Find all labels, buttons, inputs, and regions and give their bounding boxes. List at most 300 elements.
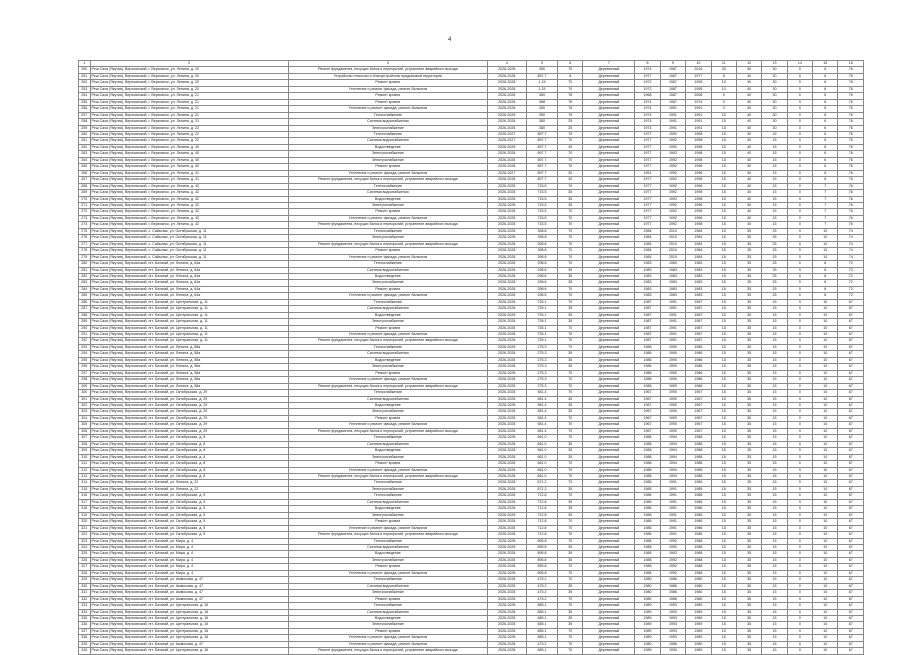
row-number: 281 [79,267,91,273]
value-cell: 40 [736,170,761,176]
year-repair-cell: 1991 [660,493,685,499]
row-number: 296 [79,364,91,370]
year-built-cell: 1984 [635,241,660,247]
year-overhaul-cell: 1980 [686,641,711,647]
value-cell: 6 [813,170,838,176]
value-cell: 0 [787,628,812,634]
work-type-cell: Ремонт кровли [289,286,488,292]
value-cell: 0 [787,138,812,144]
value-cell: 0 [787,254,812,260]
material-cell: Деревянный [583,131,635,137]
address-cell: Реш Саха (Якутия), Верхоянский, г. Верхоянск, ул. Ленина, д. 22 [90,131,289,137]
row-number: 291 [79,332,91,338]
year-overhaul-cell: 1986 [686,351,711,357]
work-type-cell: Электроснабжение [289,319,488,325]
work-type-cell: Система водоснабжения [289,441,488,447]
value-cell: 0 [787,235,812,241]
wear-cell: 35 [558,396,583,402]
value-cell: 35 [736,480,761,486]
value-cell: 8 [813,293,838,299]
address-cell: Реш Саха (Якутия), Верхоянский, пгт. Батагай, ул. Октябрьская, д. 29 [90,396,289,402]
row-number: 334 [79,609,91,615]
year-repair-cell: 1990 [660,422,685,428]
year-overhaul-cell: 1986 [686,344,711,350]
row-number: 261 [79,138,91,144]
value-cell: 76 [838,119,864,125]
wear-cell: 35 [558,622,583,628]
address-cell: Реш Саха (Якутия), Верхоянский, пгт. Батагай, ул. Октябрьская, д. 5 [90,506,289,512]
period-cell: 2026-2028 [487,532,526,538]
row-number: 306 [79,428,91,434]
area-cell: 715.5 [526,183,557,189]
value-cell: 76 [838,125,864,131]
year-repair-cell: 1992 [660,196,685,202]
address-cell: Реш Саха (Якутия), Верхоянский, г. Верхоянск, ул. Ленина, д. 41 [90,177,289,183]
value-cell: 15 [762,403,787,409]
value-cell: 15 [711,622,736,628]
area-cell: 398.8 [526,254,557,260]
address-cell: Реш Саха (Якутия), Верхоянский, пгт. Батагай, ул. Центральная, д. 11 [90,299,289,305]
value-cell: 7 [813,196,838,202]
year-repair-cell: 2010 [660,235,685,241]
year-overhaul-cell: 1998 [686,170,711,176]
row-number: 337 [79,628,91,634]
value-cell: 15 [711,370,736,376]
value-cell: 15 [711,293,736,299]
table-row [79,648,864,654]
wear-cell: 70 [558,344,583,350]
value-cell: 35 [736,441,761,447]
row-number: 321 [79,525,91,531]
wear-cell: 70 [558,570,583,576]
value-cell: 67 [838,519,864,525]
period-cell: 2026-2028 [487,519,526,525]
address-cell: Реш Саха (Якутия), Верхоянский, пгт. Батагай, ул. Октябрьская, д. 29 [90,415,289,421]
value-cell: 67 [838,364,864,370]
work-type-cell: Водоотведение [289,196,488,202]
year-repair-cell: 1992 [660,564,685,570]
value-cell: 10 [813,390,838,396]
work-type-cell: Водоотведение [289,615,488,621]
wear-cell: 35 [558,403,583,409]
value-cell: 15 [762,422,787,428]
year-built-cell: 1974 [635,112,660,118]
value-cell: 10 [813,377,838,383]
material-cell: Деревянный [583,648,635,654]
wear-cell: 25 [558,125,583,131]
value-cell: 35 [736,248,761,254]
value-cell: 10 [813,499,838,505]
value-cell: 10 [813,474,838,480]
wear-cell: 70 [558,299,583,305]
row-number: 257 [79,112,91,118]
area-cell: 726.1 [526,319,557,325]
value-cell: 35 [736,512,761,518]
value-cell: 25 [762,241,787,247]
address-cell: Реш Саха (Якутия), Верхоянский, пгт. Батагай, ул. Ленина, д. 58а [90,351,289,357]
year-built-cell: 1985 [635,480,660,486]
work-type-cell: Ремонт кровли [289,209,488,215]
value-cell: 30 [762,80,787,86]
address-cell: Реш Саха (Якутия), Верхоянский, с. Сайылык, ул. Октябрьская, д. 11 [90,228,289,234]
address-cell: Реш Саха (Якутия), Верхоянский, пгт. Батагай, ул. Центральная, д. 11 [90,312,289,318]
year-repair-cell: 1987 [660,99,685,105]
material-cell: Деревянный [583,596,635,602]
value-cell: 15 [711,332,736,338]
value-cell: 15 [711,525,736,531]
wear-cell: 8 [558,73,583,79]
value-cell: 15 [711,202,736,208]
value-cell: 67 [838,532,864,538]
year-overhaul-cell: 1988 [686,557,711,563]
value-cell: 15 [762,557,787,563]
material-cell: Деревянный [583,635,635,641]
value-cell: 15 [762,357,787,363]
year-built-cell: 1984 [635,228,660,234]
year-repair-cell: 1986 [660,577,685,583]
value-cell: 10 [813,544,838,550]
area-cell: 398.8 [526,228,557,234]
material-cell: Деревянный [583,577,635,583]
value-cell: 35 [736,538,761,544]
value-cell: 40 [736,202,761,208]
value-cell: 40 [736,80,761,86]
value-cell: 15 [762,441,787,447]
address-cell: Реш Саха (Якутия), Верхоянский, пгт. Батагай, ул. Мира, д. 4 [90,538,289,544]
row-number: 292 [79,338,91,344]
address-cell: Реш Саха (Якутия), Верхоянский, пгт. Батагай, ул. Октябрьская, д. 5 [90,512,289,518]
value-cell: 30 [762,86,787,92]
period-cell: 2026-2028 [487,293,526,299]
row-number: 295 [79,357,91,363]
value-cell: 67 [838,299,864,305]
area-cell: 895.8 [526,557,557,563]
year-repair-cell: 1992 [660,222,685,228]
year-repair-cell: 1994 [660,454,685,460]
year-repair-cell: 1992 [660,144,685,150]
row-number: 302 [79,403,91,409]
value-cell: 15 [762,512,787,518]
value-cell: 15 [762,409,787,415]
value-cell: 15 [762,648,787,654]
work-type-cell: Ремонт фундамента, несущих балок и перекрытий, устранение аварийного выхода [289,67,488,73]
value-cell: 15 [762,325,787,331]
area-cell: 475.2 [526,577,557,583]
row-number: 252 [79,80,91,86]
column-number: 12 [736,61,761,67]
period-cell: 2026-2028 [487,415,526,421]
value-cell: 76 [838,157,864,163]
value-cell: 67 [838,312,864,318]
year-built-cell: 1977 [635,151,660,157]
year-built-cell: 1987 [635,299,660,305]
value-cell: 35 [736,519,761,525]
year-repair-cell: 1994 [660,441,685,447]
value-cell: 0 [787,448,812,454]
value-cell: 35 [736,319,761,325]
value-cell: 35 [736,628,761,634]
year-repair-cell: 1983 [660,293,685,299]
value-cell: 0 [787,261,812,267]
address-cell: Реш Саха (Якутия), Верхоянский, пгт. Батагай, ул. Центральная, д. 11 [90,332,289,338]
value-cell: 10 [813,312,838,318]
year-repair-cell: 1993 [660,648,685,654]
wear-cell: 76 [558,93,583,99]
material-cell: Деревянный [583,383,635,389]
address-cell: Реш Саха (Якутия), Верхоянский, пгт. Батагай, ул. Октябрьская, д. 8 [90,461,289,467]
year-built-cell: 1983 [635,267,660,273]
value-cell: 67 [838,570,864,576]
value-cell: 25 [762,286,787,292]
value-cell: 15 [762,499,787,505]
year-repair-cell: 1991 [660,499,685,505]
address-cell: Реш Саха (Якутия), Верхоянский, г. Верхоянск, ул. Ленина, д. 21 [90,112,289,118]
period-cell: 2026-2028 [487,286,526,292]
year-built-cell: 1980 [635,590,660,596]
material-cell: Деревянный [583,144,635,150]
year-built-cell: 1977 [635,196,660,202]
address-cell: Реш Саха (Якутия), Верхоянский, пгт. Батагай, ул. Октябрьская, д. 5 [90,493,289,499]
value-cell: 0 [787,486,812,492]
year-repair-cell: 1990 [660,357,685,363]
value-cell: 76 [838,177,864,183]
work-type-cell: Утепление и ремонт фасада, ремонт балконов [289,525,488,531]
work-type-cell: Электроснабжение [289,125,488,131]
year-repair-cell: 1991 [660,106,685,112]
value-cell: 15 [762,603,787,609]
year-repair-cell: 1987 [660,67,685,73]
work-type-cell: Ремонт фундамента, несущих балок и перекрытий, устранение аварийного выхода [289,222,488,228]
value-cell: 72 [838,293,864,299]
period-cell: 2026-2028 [487,383,526,389]
row-number: 266 [79,170,91,176]
value-cell: 15 [711,383,736,389]
value-cell: 35 [736,396,761,402]
material-cell: Деревянный [583,415,635,421]
year-built-cell: 1977 [635,144,660,150]
row-number: 316 [79,493,91,499]
value-cell: 35 [736,486,761,492]
value-cell: 10 [813,570,838,576]
year-overhaul-cell: 1987 [686,312,711,318]
wear-cell: 70 [558,577,583,583]
year-repair-cell: 1992 [660,570,685,576]
value-cell: 6 [813,67,838,73]
area-cell: 726.1 [526,299,557,305]
value-cell: 15 [711,351,736,357]
year-built-cell: 1977 [635,177,660,183]
value-cell: 40 [736,183,761,189]
year-repair-cell: 1983 [660,273,685,279]
value-cell: 15 [711,428,736,434]
wear-cell: 35 [558,454,583,460]
work-type-cell: Ремонт фундамента, несущих балок и перекрытий, устранение аварийного выхода [289,474,488,480]
material-cell: Деревянный [583,312,635,318]
work-type-cell: Электроснабжение [289,512,488,518]
value-cell: 10 [813,228,838,234]
area-cell: 712.8 [526,519,557,525]
value-cell: 0 [787,474,812,480]
value-cell: 15 [762,351,787,357]
period-cell: 2026-2028 [487,325,526,331]
year-overhaul-cell: 2008 [686,93,711,99]
value-cell: 0 [787,441,812,447]
value-cell: 10 [813,306,838,312]
area-cell: 897.7 [526,164,557,170]
work-type-cell: Ремонт кровли [289,325,488,331]
year-built-cell: 1989 [635,615,660,621]
material-cell: Деревянный [583,551,635,557]
work-type-cell: Водоотведение [289,403,488,409]
address-cell: Реш Саха (Якутия), Верхоянский, пгт. Батагай, ул. Ленина, д. 58а [90,357,289,363]
address-cell: Реш Саха (Якутия), Верхоянский, г. Верхоянск, ул. Ленина, д. 20 [90,67,289,73]
area-cell: 895.8 [526,570,557,576]
year-overhaul-cell: 1998 [686,138,711,144]
period-cell: 2026-2028 [487,190,526,196]
value-cell: 15 [762,222,787,228]
wear-cell: 70 [558,603,583,609]
value-cell: 67 [838,506,864,512]
value-cell: 0 [787,93,812,99]
value-cell: 40 [736,131,761,137]
value-cell: 10 [813,448,838,454]
year-overhaul-cell: 1986 [686,357,711,363]
address-cell: Реш Саха (Якутия), Верхоянский, пгт. Батагай, ул. Октябрьская, д. 29 [90,390,289,396]
value-cell: 0 [787,461,812,467]
wear-cell: 70 [558,261,583,267]
row-number: 328 [79,570,91,576]
value-cell: 0 [787,641,812,647]
value-cell: 0 [787,615,812,621]
period-cell: 2026-2028 [487,267,526,273]
row-number: 317 [79,499,91,505]
value-cell: 30 [762,119,787,125]
value-cell: 67 [838,409,864,415]
value-cell: 15 [762,202,787,208]
year-built-cell: 1951 [635,170,660,176]
work-type-cell: Теплоснабжение [289,299,488,305]
year-repair-cell: 1986 [660,641,685,647]
value-cell: 15 [762,474,787,480]
value-cell: 40 [736,190,761,196]
material-cell: Деревянный [583,73,635,79]
address-cell: Реш Саха (Якутия), Верхоянский, г. Верхоянск, ул. Ленина, д. 40 [90,164,289,170]
area-cell: 897.7 [526,73,557,79]
value-cell: 10 [813,344,838,350]
address-cell: Реш Саха (Якутия), Верхоянский, г. Верхоянск, ул. Ленина, д. 41 [90,170,289,176]
value-cell: 76 [838,164,864,170]
value-cell: 15 [711,603,736,609]
value-cell: 6 [813,86,838,92]
value-cell: 15 [762,138,787,144]
year-built-cell: 1967 [635,428,660,434]
year-built-cell: 1988 [635,467,660,473]
year-built-cell: 1988 [635,551,660,557]
value-cell: 15 [762,454,787,460]
year-repair-cell: 1994 [660,435,685,441]
year-built-cell: 1987 [635,332,660,338]
value-cell: 10 [813,235,838,241]
area-cell: 712.8 [526,499,557,505]
value-cell: 67 [838,415,864,421]
value-cell: 35 [736,609,761,615]
value-cell: 7 [813,209,838,215]
value-cell: 15 [711,480,736,486]
material-cell: Деревянный [583,112,635,118]
value-cell: 30 [762,106,787,112]
area-cell: 581.4 [526,390,557,396]
value-cell: 67 [838,332,864,338]
year-overhaul-cell: 1995 [686,80,711,86]
value-cell: 8 [813,286,838,292]
value-cell: 0 [787,403,812,409]
year-overhaul-cell: 1988 [686,551,711,557]
column-number: 8 [635,61,660,67]
wear-cell: 70 [558,241,583,247]
period-cell: 2026-2028 [487,312,526,318]
year-overhaul-cell: 1986 [686,499,711,505]
work-type-cell: Водоотведение [289,273,488,279]
work-type-cell: Теплоснабжение [289,183,488,189]
value-cell: 67 [838,422,864,428]
year-overhaul-cell: 1998 [686,196,711,202]
wear-cell: 35 [558,409,583,415]
area-cell: 581.4 [526,422,557,428]
year-overhaul-cell: 1998 [686,222,711,228]
address-cell: Реш Саха (Якутия), Верхоянский, г. Верхоянск, ул. Ленина, д. 40 [90,151,289,157]
value-cell: 7 [813,215,838,221]
year-built-cell: 1988 [635,544,660,550]
wear-cell: 70 [558,209,583,215]
year-repair-cell: 1994 [660,461,685,467]
area-cell: 685.1 [526,628,557,634]
period-cell: 2026-2028 [487,222,526,228]
work-type-cell: Ремонт кровли [289,628,488,634]
value-cell: 10 [813,577,838,583]
period-cell: 2026-2028 [487,441,526,447]
material-cell: Деревянный [583,293,635,299]
period-cell: 2026-2028 [487,215,526,221]
year-overhaul-cell: 1984 [686,235,711,241]
work-type-cell: Теплоснабжение [289,435,488,441]
year-overhaul-cell: 1989 [686,635,711,641]
value-cell: 7 [813,222,838,228]
year-built-cell: 1974 [635,119,660,125]
material-cell: Деревянный [583,506,635,512]
value-cell: 25 [762,248,787,254]
value-cell: 30 [762,67,787,73]
address-cell: Реш Саха (Якутия), Верхоянский, пгт. Батагай, ул. Мира, д. 4 [90,564,289,570]
value-cell: 15 [711,396,736,402]
work-type-cell: Ремонт фундамента, несущих балок и перекрытий, устранение аварийного выхода [289,428,488,434]
material-cell: Деревянный [583,396,635,402]
area-cell: 475.2 [526,641,557,647]
wear-cell: 35 [558,306,583,312]
work-type-cell: Утепление и ремонт фасада, ремонт балконов [289,170,488,176]
period-cell: 2026-2028 [487,551,526,557]
year-repair-cell: 1991 [660,525,685,531]
value-cell: 35 [736,435,761,441]
wear-cell: 70 [558,648,583,654]
value-cell: 15 [711,532,736,538]
value-cell: 15 [711,267,736,273]
value-cell: 67 [838,551,864,557]
row-number: 251 [79,73,91,79]
work-type-cell: Теплоснабжение [289,261,488,267]
value-cell: 72 [838,273,864,279]
year-overhaul-cell: 1998 [686,215,711,221]
value-cell: 15 [711,183,736,189]
